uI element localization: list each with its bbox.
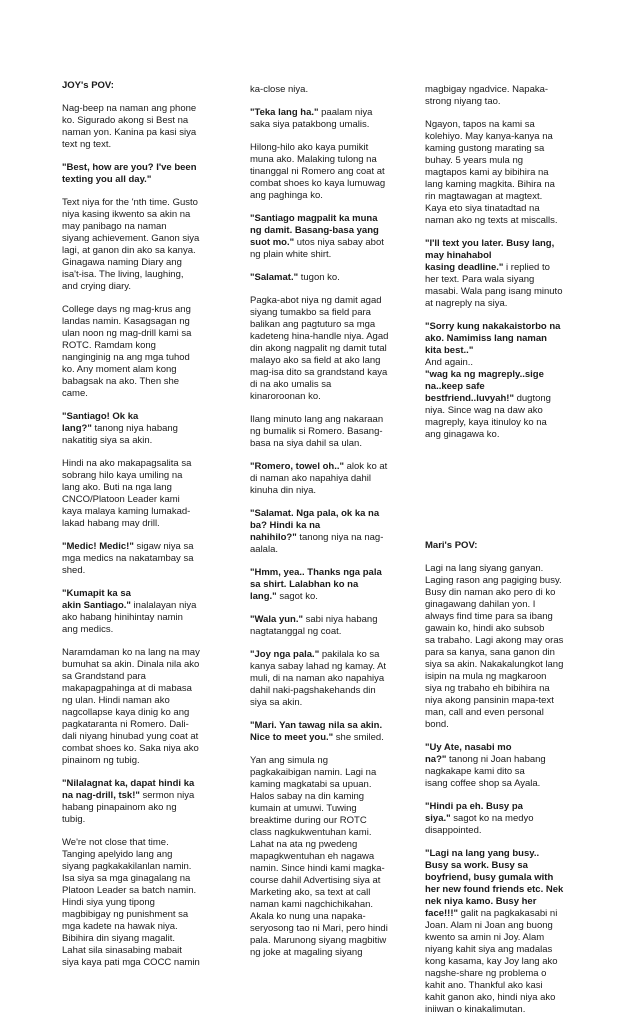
pov-heading-mari: Mari's POV: <box>425 540 478 551</box>
paragraph: Hilong-hilo ako kaya pumikit muna ako. Malaking tulong na tinanggal ni Romero ang coat at combat shoes ko kaya lumuwag ang paghinga ko. <box>250 142 386 201</box>
dialogue-paragraph: "Santiago! Ok ka lang?" tanong niya habang nakatitig siya sa akin. <box>62 411 178 446</box>
dialogue-text: "Romero, towel oh.." <box>250 461 344 472</box>
dialogue-paragraph: "Hmm, yea.. Thanks nga pala sa shirt. Lalabhan ko na lang." sagot ko. <box>250 567 382 602</box>
dialogue-paragraph: "Hindi pa eh. Busy pa siya." sagot ko na medyo disappointed. <box>425 801 534 836</box>
paragraph: magbigay ngadvice. Napaka- strong niyang tao. <box>425 84 549 107</box>
dialogue-text: "Uy Ate, nasabi mo na?" <box>425 742 512 765</box>
dialogue-text: "Kumapit ka sa akin Santiago." <box>62 588 131 611</box>
dialogue-text: "Teka lang ha." <box>250 107 319 118</box>
dialogue-text: "Santiago! Ok ka lang?" <box>62 411 139 434</box>
dialogue-paragraph: "Medic! Medic!" sigaw niya sa mga medics na nakatambay sa shed. <box>62 541 194 576</box>
dialogue-text: "wag ka ng magreply..sige na..keep safe bestfriend..luvyah!" <box>425 369 544 404</box>
dialogue-text: "Salamat." <box>250 272 299 283</box>
dialogue-paragraph: "Sorry kung nakakaistorbo na ako. Namimiss lang naman kita best.." And again.. "wag ka ng magreply..sige na..keep safe bestfriend..luvyah!" dugtong niya. Since wag na daw ako magreply, kaya itinuloy ko na ang ginagawa ko. <box>425 321 561 440</box>
paragraph: Text niya for the 'nth time. Gusto niya kasing ikwento sa akin na may panibago na naman siyang achievement. Ganon siya lagi, at ganon din ako sa kanya. Ginagawa naming Diary ang isa't-isa. The living, laughing, and crying diary. <box>62 197 200 292</box>
dialogue-text: "Best, how are you? I've been texting you all day." <box>62 162 197 185</box>
column-1 <box>62 80 212 980</box>
dialogue-paragraph: "Mari. Yan tawag nila sa akin. Nice to meet you." she smiled. <box>250 720 384 743</box>
column-3 <box>425 84 575 1027</box>
paragraph: College days ng mag-krus ang landas namin. Kasagsagan ng ulan noon ng mag-drill kami sa ROTC. Ramdam kong nanginginig na ang mga tuhod ko. Any moment alam kong babagsak na ako. Then she came. <box>62 304 192 399</box>
section-gap <box>425 452 575 540</box>
dialogue-paragraph: "Joy nga pala." pakilala ko sa kanya sabay lahad ng kamay. At muli, di na naman ako napahiya dahil naki-pagshakehands din siya sa akin. <box>250 649 387 708</box>
dialogue-paragraph: "Nilalagnat ka, dapat hindi ka na nag-drill, tsk!" sermon niya habang pinapainom ako ng tubig. <box>62 778 195 825</box>
paragraph: ka-close niya. <box>250 84 309 95</box>
paragraph: Lagi na lang siyang ganyan. Laging rason ang pagiging busy. Busy din naman ako pero di ko ginagawang dahilan yon. I always find time para sa ibang gawain ko, hindi ako subsob sa trabaho. Lagi akong may oras para sa kanya, sana ganon din siya sa akin. Nakakalungkot lang isipin na mula ng magkaroon siya ng trabaho eh bibihira na niya akong pansinin mapa-text man, call and even personal bond. <box>425 563 564 730</box>
dialogue-text: "Lagi na lang yang busy.. Busy sa work. Busy sa boyfriend, busy gumala with her new found friends etc. Nek nek niya kamo. Busy her face!!!" <box>425 848 564 919</box>
dialogue-paragraph <box>62 162 212 186</box>
dialogue-text: "Hindi pa eh. Busy pa siya." <box>425 801 523 824</box>
paragraph: Pagka-abot niya ng damit agad siyang tumakbo sa field para balikan ang pagtuturo sa mga kadeteng hina-handle niya. Agad din akong nagpalit ng damit tutal malayo ako sa field at ako lang mag-isa dito sa grandstand kaya di na ako umalis sa kinaroroonan ko. <box>250 295 389 402</box>
dialogue-paragraph: "Uy Ate, nasabi mo na?" tanong ni Joan habang nagkakape kami dito sa isang coffee shop sa Ayala. <box>425 742 546 789</box>
paragraph: Hindi na ako makapagsalita sa sobrang hilo kaya umiling na lang ako. Buti na nga lang CNCO/Platoon Leader kami kaya malaya kaming lumakad- lakad habang may drill. <box>62 458 192 529</box>
paragraph: Naramdaman ko na lang na may bumuhat sa akin. Dinala nila ako sa Grandstand para makapagpahinga at di mabasa ng ulan. Hindi naman ako nagcollapse kaya dinig ko ang pagkataranta ni Romero. Dali- dali niyang hinubad yung coat at combat shoes ko. Saka niya ako pinainom ng tubig. <box>62 647 200 766</box>
paragraph: Nag-beep na naman ang phone ko. Sigurado akong si Best na naman yon. Kanina pa kasi siya text ng text. <box>62 103 197 150</box>
dialogue-text: "Santiago magpalit ka muna ng damit. Basang-basa yang suot mo." <box>250 213 379 248</box>
dialogue-text: "I'll text you later. Busy lang, may hinahabol kasing deadline." <box>425 238 555 273</box>
dialogue-paragraph: "Wala yun." sabi niya habang nagtatanggal ng coat. <box>250 614 378 637</box>
dialogue-text: "Medic! Medic!" <box>62 541 134 552</box>
dialogue-paragraph: "Lagi na lang yang busy.. Busy sa work. Busy sa boyfriend, busy gumala with her new found friends etc. Nek nek niya kamo. Busy her face!!!" galit na pagkakasabi ni Joan. Alam ni Joan ang buong kwento sa amin ni Joy. Alam niyang kahit siya ang madalas kong kasama, kay Joy lang ako nagshe-share ng problema o kahit ano. Thankful ako kasi kahit ganon ako, hindi niya ako iniiwan o kinakalimutan. <box>425 848 564 1015</box>
dialogue-text: "Salamat. Nga pala, ok ka na ba? Hindi ka na nahihilo?" <box>250 508 380 543</box>
dialogue-paragraph: "I'll text you later. Busy lang, may hinahabol kasing deadline." i replied to her text. Para wala siyang masabi. Wala pang isang minuto at nagreply na siya. <box>425 238 563 309</box>
dialogue-text: "Nilalagnat ka, dapat hindi ka na nag-drill, tsk!" <box>62 778 195 801</box>
dialogue-text: "Mari. Yan tawag nila sa akin. Nice to meet you." <box>250 720 383 743</box>
column-2 <box>250 84 400 970</box>
paragraph: Ngayon, tapos na kami sa kolehiyo. May kanya-kanya na kaming gustong marating sa buhay. 5 years mula ng magtapos kami ay bibihira na lang kaming magkita. Bihira na rin magtawagan at magtext. Kaya eto siya tinatadtad na naman ako ng texts at miscalls. <box>425 119 558 226</box>
dialogue-paragraph: "Kumapit ka sa akin Santiago." inalalayan niya ako habang hinihintay namin ang medics. <box>62 588 197 635</box>
pov-heading-joy: JOY's POV: <box>62 80 114 91</box>
dialogue-paragraph: "Salamat." tugon ko. <box>250 272 340 283</box>
dialogue-paragraph: "Salamat. Nga pala, ok ka na ba? Hindi ka na nahihilo?" tanong niya na nag- aalala. <box>250 508 384 555</box>
dialogue-text: "Hmm, yea.. Thanks nga pala sa shirt. Lalabhan ko na lang." <box>250 567 382 602</box>
dialogue-paragraph: "Teka lang ha." paalam niya saka siya patakbong umalis. <box>250 107 373 130</box>
dialogue-text: "Joy nga pala." <box>250 649 320 660</box>
paragraph: Ilang minuto lang ang nakaraan ng bumalik si Romero. Basang- basa na siya dahil sa ulan. <box>250 414 384 449</box>
dialogue-paragraph: "Romero, towel oh.." alok ko at di naman ako napahiya dahil kinuha din niya. <box>250 461 388 496</box>
dialogue-text: "Wala yun." <box>250 614 303 625</box>
dialogue-paragraph: "Santiago magpalit ka muna ng damit. Basang-basa yang suot mo." utos niya sabay abot ng plain white shirt. <box>250 213 384 260</box>
paragraph: We're not close that time. Tanging apelyido lang ang siyang pagkakakilanlan namin. Isa siya sa mga ginagalang na Platoon Leader sa batch namin. Hindi siya yung tipong magbibigay ng punishment sa mga kadete na hawak niya. Bibihira din siyang magalit. Lahat sila sinasabing mabait siya kaya pati mga COCC namin <box>62 837 200 968</box>
dialogue-text: "Sorry kung nakakaistorbo na ako. Namimiss lang naman kita best.." <box>425 321 561 356</box>
paragraph: Yan ang simula ng pagkakaibigan namin. Lagi na kaming magkatabi sa upuan. Halos sabay na din kaming kumain at umuwi. Tuwing breaktime during our ROTC class nagkukwentuhan kami. Lahat na ata ng pwedeng mapagkwentuhan eh nagawa namin. Since hindi kami magka- course dahil Advertising siya at Marketing ako, sa text at call naman kami nagchichikahan. Akala ko nung una napaka- seryosong tao ni Mari, pero hindi pala. Marunong siyang magbitiw ng joke at magaling siyang <box>250 755 388 958</box>
